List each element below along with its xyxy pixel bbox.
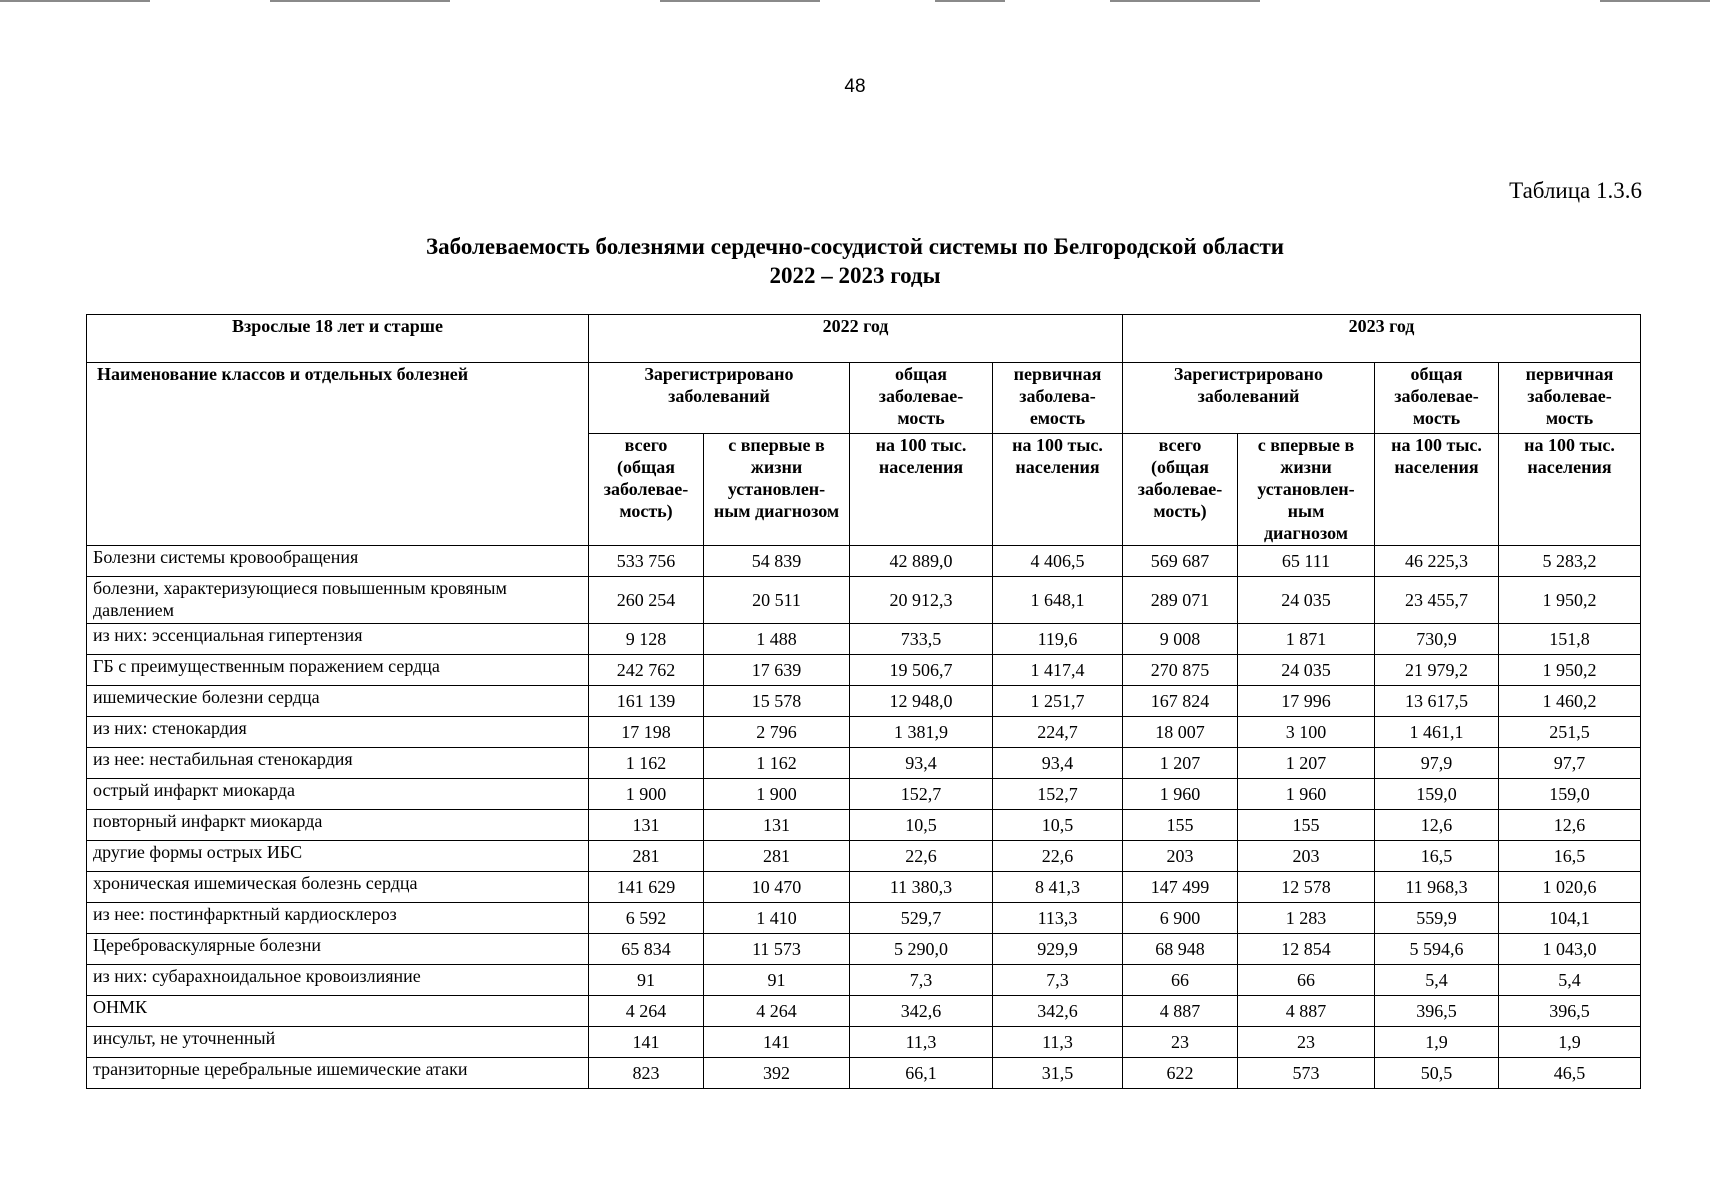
value-cell: 11 573 <box>704 934 850 965</box>
general-2022-header: общая заболевае-мость <box>850 363 993 434</box>
value-cell: 6 592 <box>589 903 704 934</box>
primary-rate-2022-header: на 100 тыс. населения <box>993 434 1123 546</box>
primary-rate-2023-header: на 100 тыс. населения <box>1499 434 1641 546</box>
value-cell: 1,9 <box>1499 1027 1641 1058</box>
value-cell: 22,6 <box>993 841 1123 872</box>
value-cell: 11,3 <box>850 1027 993 1058</box>
scan-edge-line <box>0 0 150 2</box>
disease-name: из них: субарахноидальное кровоизлияние <box>87 965 589 996</box>
value-cell: 1 207 <box>1238 748 1375 779</box>
table-row <box>87 779 1641 810</box>
value-cell: 12,6 <box>1375 810 1499 841</box>
value-cell: 17 198 <box>589 717 704 748</box>
value-cell: 203 <box>1238 841 1375 872</box>
value-cell: 152,7 <box>850 779 993 810</box>
value-cell: 733,5 <box>850 624 993 655</box>
value-cell: 342,6 <box>993 996 1123 1027</box>
disease-name: повторный инфаркт миокарда <box>87 810 589 841</box>
page-number: 48 <box>844 76 866 97</box>
table-row <box>87 1058 1641 1089</box>
value-cell: 66 <box>1123 965 1238 996</box>
value-cell: 1 900 <box>704 779 850 810</box>
registered-2022-header: Зарегистрировано заболеваний <box>589 363 850 434</box>
disease-name: другие формы острых ИБС <box>87 841 589 872</box>
value-cell: 396,5 <box>1499 996 1641 1027</box>
value-cell: 161 139 <box>589 686 704 717</box>
value-cell: 8 41,3 <box>993 872 1123 903</box>
value-cell: 159,0 <box>1375 779 1499 810</box>
title-line-2: 2022 – 2023 годы <box>769 263 941 288</box>
value-cell: 9 128 <box>589 624 704 655</box>
value-cell: 251,5 <box>1499 717 1641 748</box>
disease-name: ГБ с преимущественным поражением сердца <box>87 655 589 686</box>
value-cell: 23 455,7 <box>1375 577 1499 624</box>
value-cell: 1 900 <box>589 779 704 810</box>
value-cell: 1 960 <box>1123 779 1238 810</box>
value-cell: 5 283,2 <box>1499 546 1641 577</box>
value-cell: 155 <box>1238 810 1375 841</box>
value-cell: 1 162 <box>704 748 850 779</box>
disease-name: из нее: постинфарктный кардиосклероз <box>87 903 589 934</box>
value-cell: 93,4 <box>993 748 1123 779</box>
disease-name: ОНМК <box>87 996 589 1027</box>
value-cell: 97,9 <box>1375 748 1499 779</box>
value-cell: 4 264 <box>589 996 704 1027</box>
value-cell: 1 460,2 <box>1499 686 1641 717</box>
value-cell: 533 756 <box>589 546 704 577</box>
value-cell: 5 594,6 <box>1375 934 1499 965</box>
table-row <box>87 996 1641 1027</box>
value-cell: 1 461,1 <box>1375 717 1499 748</box>
value-cell: 1 417,4 <box>993 655 1123 686</box>
general-rate-2023-header: на 100 тыс. населения <box>1375 434 1499 546</box>
table-row <box>87 965 1641 996</box>
disease-name: ишемические болезни сердца <box>87 686 589 717</box>
table-row <box>87 810 1641 841</box>
value-cell: 19 506,7 <box>850 655 993 686</box>
value-cell: 113,3 <box>993 903 1123 934</box>
value-cell: 141 <box>589 1027 704 1058</box>
value-cell: 1 960 <box>1238 779 1375 810</box>
value-cell: 1 043,0 <box>1499 934 1641 965</box>
table-row <box>87 717 1641 748</box>
value-cell: 929,9 <box>993 934 1123 965</box>
value-cell: 13 617,5 <box>1375 686 1499 717</box>
value-cell: 4 264 <box>704 996 850 1027</box>
first-time-2022-header: с впервые в жизни установлен-ным диагнозом <box>704 434 850 546</box>
disease-name: острый инфаркт миокарда <box>87 779 589 810</box>
general-2023-header: общая заболевае-мость <box>1375 363 1499 434</box>
disease-name: из них: стенокардия <box>87 717 589 748</box>
value-cell: 260 254 <box>589 577 704 624</box>
scan-edge-line <box>270 0 450 2</box>
table-row <box>87 903 1641 934</box>
disease-name: транзиторные церебральные ишемические атаки <box>87 1058 589 1089</box>
table-row <box>87 686 1641 717</box>
value-cell: 20 511 <box>704 577 850 624</box>
value-cell: 9 008 <box>1123 624 1238 655</box>
value-cell: 22,6 <box>850 841 993 872</box>
value-cell: 1 162 <box>589 748 704 779</box>
disease-name: из нее: нестабильная стенокардия <box>87 748 589 779</box>
value-cell: 289 071 <box>1123 577 1238 624</box>
value-cell: 23 <box>1123 1027 1238 1058</box>
scan-edge-line <box>660 0 820 2</box>
name-column-header: Наименование классов и отдельных болезней <box>87 363 589 546</box>
value-cell: 203 <box>1123 841 1238 872</box>
value-cell: 42 889,0 <box>850 546 993 577</box>
value-cell: 10 470 <box>704 872 850 903</box>
value-cell: 4 887 <box>1123 996 1238 1027</box>
value-cell: 1 410 <box>704 903 850 934</box>
value-cell: 151,8 <box>1499 624 1641 655</box>
value-cell: 1 251,7 <box>993 686 1123 717</box>
value-cell: 1 381,9 <box>850 717 993 748</box>
value-cell: 20 912,3 <box>850 577 993 624</box>
value-cell: 65 111 <box>1238 546 1375 577</box>
total-2022-header: всего (общая заболевае-мость) <box>589 434 704 546</box>
value-cell: 17 996 <box>1238 686 1375 717</box>
primary-2022-header: первичная заболева-емость <box>993 363 1123 434</box>
value-cell: 17 639 <box>704 655 850 686</box>
value-cell: 5,4 <box>1499 965 1641 996</box>
value-cell: 559,9 <box>1375 903 1499 934</box>
value-cell: 91 <box>589 965 704 996</box>
value-cell: 11,3 <box>993 1027 1123 1058</box>
value-cell: 12 948,0 <box>850 686 993 717</box>
value-cell: 1 488 <box>704 624 850 655</box>
value-cell: 104,1 <box>1499 903 1641 934</box>
value-cell: 54 839 <box>704 546 850 577</box>
primary-2023-header: первичная заболевае-мость <box>1499 363 1641 434</box>
value-cell: 12 578 <box>1238 872 1375 903</box>
value-cell: 823 <box>589 1058 704 1089</box>
value-cell: 93,4 <box>850 748 993 779</box>
value-cell: 12,6 <box>1499 810 1641 841</box>
table-row <box>87 872 1641 903</box>
first-time-2023-header: с впервые в жизни установлен-ным диагнозом <box>1238 434 1375 546</box>
value-cell: 5 290,0 <box>850 934 993 965</box>
value-cell: 392 <box>704 1058 850 1089</box>
value-cell: 46 225,3 <box>1375 546 1499 577</box>
value-cell: 46,5 <box>1499 1058 1641 1089</box>
table-row <box>87 655 1641 686</box>
disease-name: инсульт, не уточненный <box>87 1027 589 1058</box>
value-cell: 396,5 <box>1375 996 1499 1027</box>
value-cell: 10,5 <box>993 810 1123 841</box>
value-cell: 3 100 <box>1238 717 1375 748</box>
value-cell: 141 629 <box>589 872 704 903</box>
total-2023-header: всего (общая заболевае-мость) <box>1123 434 1238 546</box>
corner-header: Взрослые 18 лет и старше <box>87 315 589 363</box>
general-rate-2022-header: на 100 тыс. населения <box>850 434 993 546</box>
value-cell: 68 948 <box>1123 934 1238 965</box>
registered-2023-header: Зарегистрировано заболеваний <box>1123 363 1375 434</box>
page-title <box>0 232 1710 290</box>
disease-name: хроническая ишемическая болезнь сердца <box>87 872 589 903</box>
value-cell: 50,5 <box>1375 1058 1499 1089</box>
value-cell: 16,5 <box>1499 841 1641 872</box>
value-cell: 224,7 <box>993 717 1123 748</box>
value-cell: 569 687 <box>1123 546 1238 577</box>
table-row <box>87 748 1641 779</box>
morbidity-table <box>86 314 1641 1089</box>
value-cell: 11 380,3 <box>850 872 993 903</box>
value-cell: 31,5 <box>993 1058 1123 1089</box>
value-cell: 18 007 <box>1123 717 1238 748</box>
value-cell: 573 <box>1238 1058 1375 1089</box>
disease-name: из них: эссенциальная гипертензия <box>87 624 589 655</box>
value-cell: 1 950,2 <box>1499 655 1641 686</box>
value-cell: 167 824 <box>1123 686 1238 717</box>
value-cell: 91 <box>704 965 850 996</box>
year-2022-header: 2022 год <box>589 315 1123 363</box>
value-cell: 141 <box>704 1027 850 1058</box>
value-cell: 281 <box>589 841 704 872</box>
value-cell: 342,6 <box>850 996 993 1027</box>
value-cell: 281 <box>704 841 850 872</box>
table-row <box>87 577 1641 624</box>
value-cell: 15 578 <box>704 686 850 717</box>
table-row <box>87 1027 1641 1058</box>
value-cell: 21 979,2 <box>1375 655 1499 686</box>
scan-edge-line <box>935 0 1005 2</box>
value-cell: 1 648,1 <box>993 577 1123 624</box>
value-cell: 1 207 <box>1123 748 1238 779</box>
value-cell: 23 <box>1238 1027 1375 1058</box>
value-cell: 1,9 <box>1375 1027 1499 1058</box>
value-cell: 1 020,6 <box>1499 872 1641 903</box>
value-cell: 24 035 <box>1238 577 1375 624</box>
value-cell: 97,7 <box>1499 748 1641 779</box>
table-row <box>87 934 1641 965</box>
value-cell: 16,5 <box>1375 841 1499 872</box>
value-cell: 155 <box>1123 810 1238 841</box>
value-cell: 622 <box>1123 1058 1238 1089</box>
value-cell: 2 796 <box>704 717 850 748</box>
disease-name: Болезни системы кровообращения <box>87 546 589 577</box>
scan-edge-line <box>1110 0 1260 2</box>
title-line-1: Заболеваемость болезнями сердечно-сосудистой системы по Белгородской области <box>425 234 1285 259</box>
value-cell: 4 887 <box>1238 996 1375 1027</box>
table-label: Таблица 1.3.6 <box>1509 178 1642 203</box>
value-cell: 119,6 <box>993 624 1123 655</box>
value-cell: 10,5 <box>850 810 993 841</box>
table-body <box>87 546 1641 1089</box>
value-cell: 65 834 <box>589 934 704 965</box>
table-row <box>87 624 1641 655</box>
value-cell: 66 <box>1238 965 1375 996</box>
value-cell: 24 035 <box>1238 655 1375 686</box>
scan-edge-line <box>1600 0 1710 2</box>
value-cell: 11 968,3 <box>1375 872 1499 903</box>
value-cell: 12 854 <box>1238 934 1375 965</box>
table-row <box>87 546 1641 577</box>
year-2023-header: 2023 год <box>1123 315 1641 363</box>
value-cell: 7,3 <box>993 965 1123 996</box>
value-cell: 242 762 <box>589 655 704 686</box>
value-cell: 270 875 <box>1123 655 1238 686</box>
value-cell: 147 499 <box>1123 872 1238 903</box>
value-cell: 1 283 <box>1238 903 1375 934</box>
value-cell: 1 950,2 <box>1499 577 1641 624</box>
value-cell: 7,3 <box>850 965 993 996</box>
table-row <box>87 841 1641 872</box>
value-cell: 1 871 <box>1238 624 1375 655</box>
value-cell: 4 406,5 <box>993 546 1123 577</box>
value-cell: 6 900 <box>1123 903 1238 934</box>
value-cell: 529,7 <box>850 903 993 934</box>
value-cell: 159,0 <box>1499 779 1641 810</box>
value-cell: 131 <box>589 810 704 841</box>
disease-name: Цереброваскулярные болезни <box>87 934 589 965</box>
value-cell: 5,4 <box>1375 965 1499 996</box>
value-cell: 152,7 <box>993 779 1123 810</box>
value-cell: 131 <box>704 810 850 841</box>
disease-name: болезни, характеризующиеся повышенным кровяным давлением <box>87 577 589 624</box>
value-cell: 730,9 <box>1375 624 1499 655</box>
value-cell: 66,1 <box>850 1058 993 1089</box>
